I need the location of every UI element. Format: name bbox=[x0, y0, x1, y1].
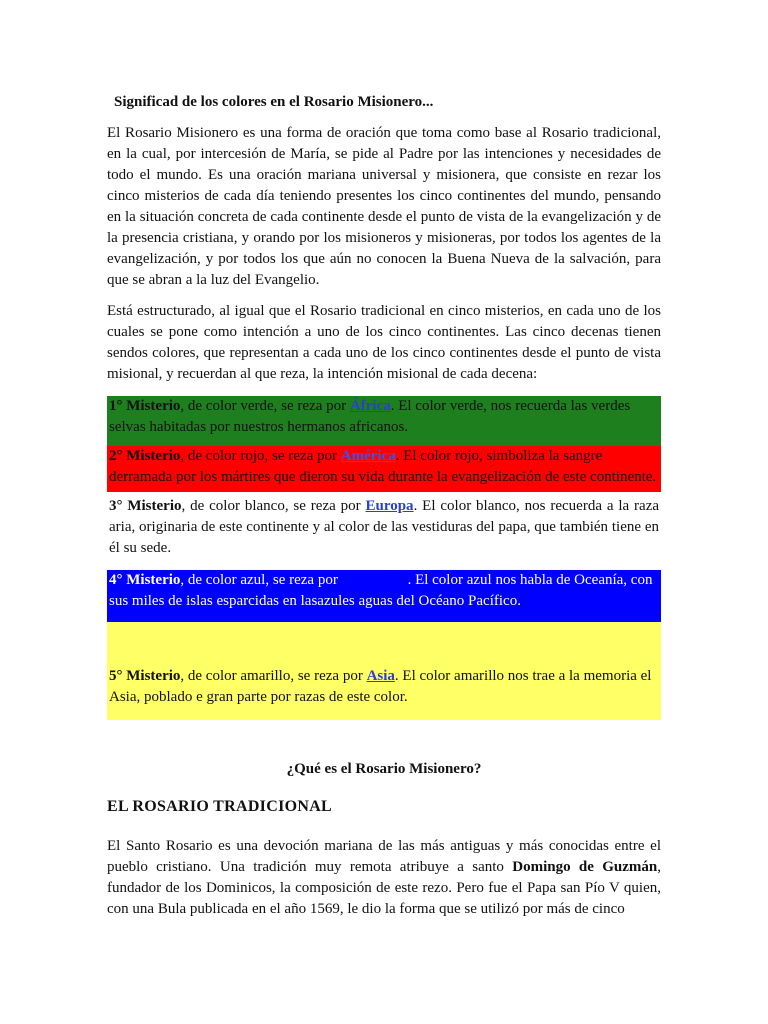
misterio-1-label: 1° Misterio bbox=[109, 398, 181, 414]
misterio-2-label: 2° Misterio bbox=[109, 448, 181, 464]
misterio-1-pre: , de color verde, se reza por bbox=[180, 398, 350, 414]
last-paragraph bbox=[107, 836, 661, 920]
misterio-2-band bbox=[107, 446, 661, 492]
section-heading: EL ROSARIO TRADICIONAL bbox=[107, 798, 333, 815]
misterio-1-text bbox=[109, 398, 630, 435]
misterio-4-text bbox=[109, 572, 652, 609]
misterio-3-pre: , de color blanco, se reza por bbox=[181, 498, 366, 514]
misterio-4-label: 4° Misterio bbox=[109, 572, 181, 588]
misterio-3-label: 3° Misterio bbox=[109, 498, 182, 514]
misterio-4-band bbox=[107, 570, 661, 622]
misterio-2-text bbox=[109, 448, 656, 485]
link-asia[interactable]: Asia bbox=[366, 668, 395, 684]
last-paragraph-post: , fundador de los Dominicos, la composición de este rezo. Pero fue el Papa san Pío V quien, con una Bula publicada en el año 1569, le dio la forma que se utilizó por más de cinco bbox=[107, 859, 661, 917]
domingo-de-guzman: Domingo de Guzmán bbox=[512, 859, 658, 875]
misterio-2-post: . El color rojo, simboliza la sangre derramada por los mártires que dieron su vida durante la evangelización de este continente. bbox=[109, 448, 657, 485]
link-africa[interactable]: África bbox=[349, 398, 391, 414]
misterio-1-band bbox=[107, 396, 661, 446]
question-title: ¿Qué es el Rosario Misionero? bbox=[286, 761, 482, 777]
link-america[interactable]: América bbox=[340, 448, 396, 464]
misterio-4-post: . El color azul nos habla de Oceanía, con sus miles de islas esparcidas en lasazules aguas del Océano Pacífico. bbox=[109, 572, 653, 609]
misterio-5-pre: , de color amarillo, se reza por bbox=[180, 668, 367, 684]
last-paragraph-pre: El Santo Rosario es una devoción mariana de las más antiguas y más conocidas entre el pueblo cristiano. Una tradición muy remota atribuye a santo bbox=[107, 838, 661, 875]
misterio-1-post: . El color verde, nos recuerda las verdes selvas habitadas por nuestros hermanos africanos. bbox=[109, 398, 631, 435]
misterio-3-band bbox=[107, 496, 661, 566]
misterio-3-post: . El color blanco, nos recuerda a la raza aria, originaria de este continente y al color de las vestiduras del papa, que también tiene en él su sede. bbox=[109, 498, 660, 556]
intro-paragraph: El Rosario Misionero es una forma de oración que toma como base al Rosario tradicional, en la cual, por intercesión de María, se pide al Padre por las intenciones y necesidades de todo el mundo. Es una oración mariana universal y misionera, que consiste en rezar los cinco misterios de cada día teniendo presentes los cinco continentes del mundo, pensando en la situación concreta de cada continente desde el punto de vista de la evangelización y de la presencia cristiana, y orando por los misioneros y misioneras, por todos los agentes de la evangelización, y por todos los que aún no conocen la Buena Nueva de la salvación, para que se abran a la luz del Evangelio. bbox=[107, 125, 661, 288]
misterio-5-post: . El color amarillo nos trae a la memoria el Asia, poblado e gran parte por razas de este color. bbox=[109, 668, 652, 705]
link-europa[interactable]: Europa bbox=[365, 498, 414, 514]
misterio-3-text bbox=[109, 498, 659, 556]
misterio-5-band bbox=[107, 622, 661, 720]
misterio-2-pre: , de color rojo, se reza por bbox=[180, 448, 341, 464]
misterio-5-text bbox=[109, 666, 659, 708]
misterio-4-pre: , de color azul, se reza por bbox=[180, 572, 342, 588]
structure-paragraph: Está estructurado, al igual que el Rosario tradicional en cinco misterios, en cada uno de los cuales se pone como intención a uno de los cinco continentes. Las cinco decenas tienen sendos colores, que representan a cada uno de los cinco continentes desde el punto de vista misional, y recuerdan al que reza, la intención misional de cada decena: bbox=[107, 303, 661, 382]
misterio-5-label: 5° Misterio bbox=[109, 668, 181, 684]
document-title: Significad de los colores en el Rosario Misionero... bbox=[114, 94, 434, 110]
